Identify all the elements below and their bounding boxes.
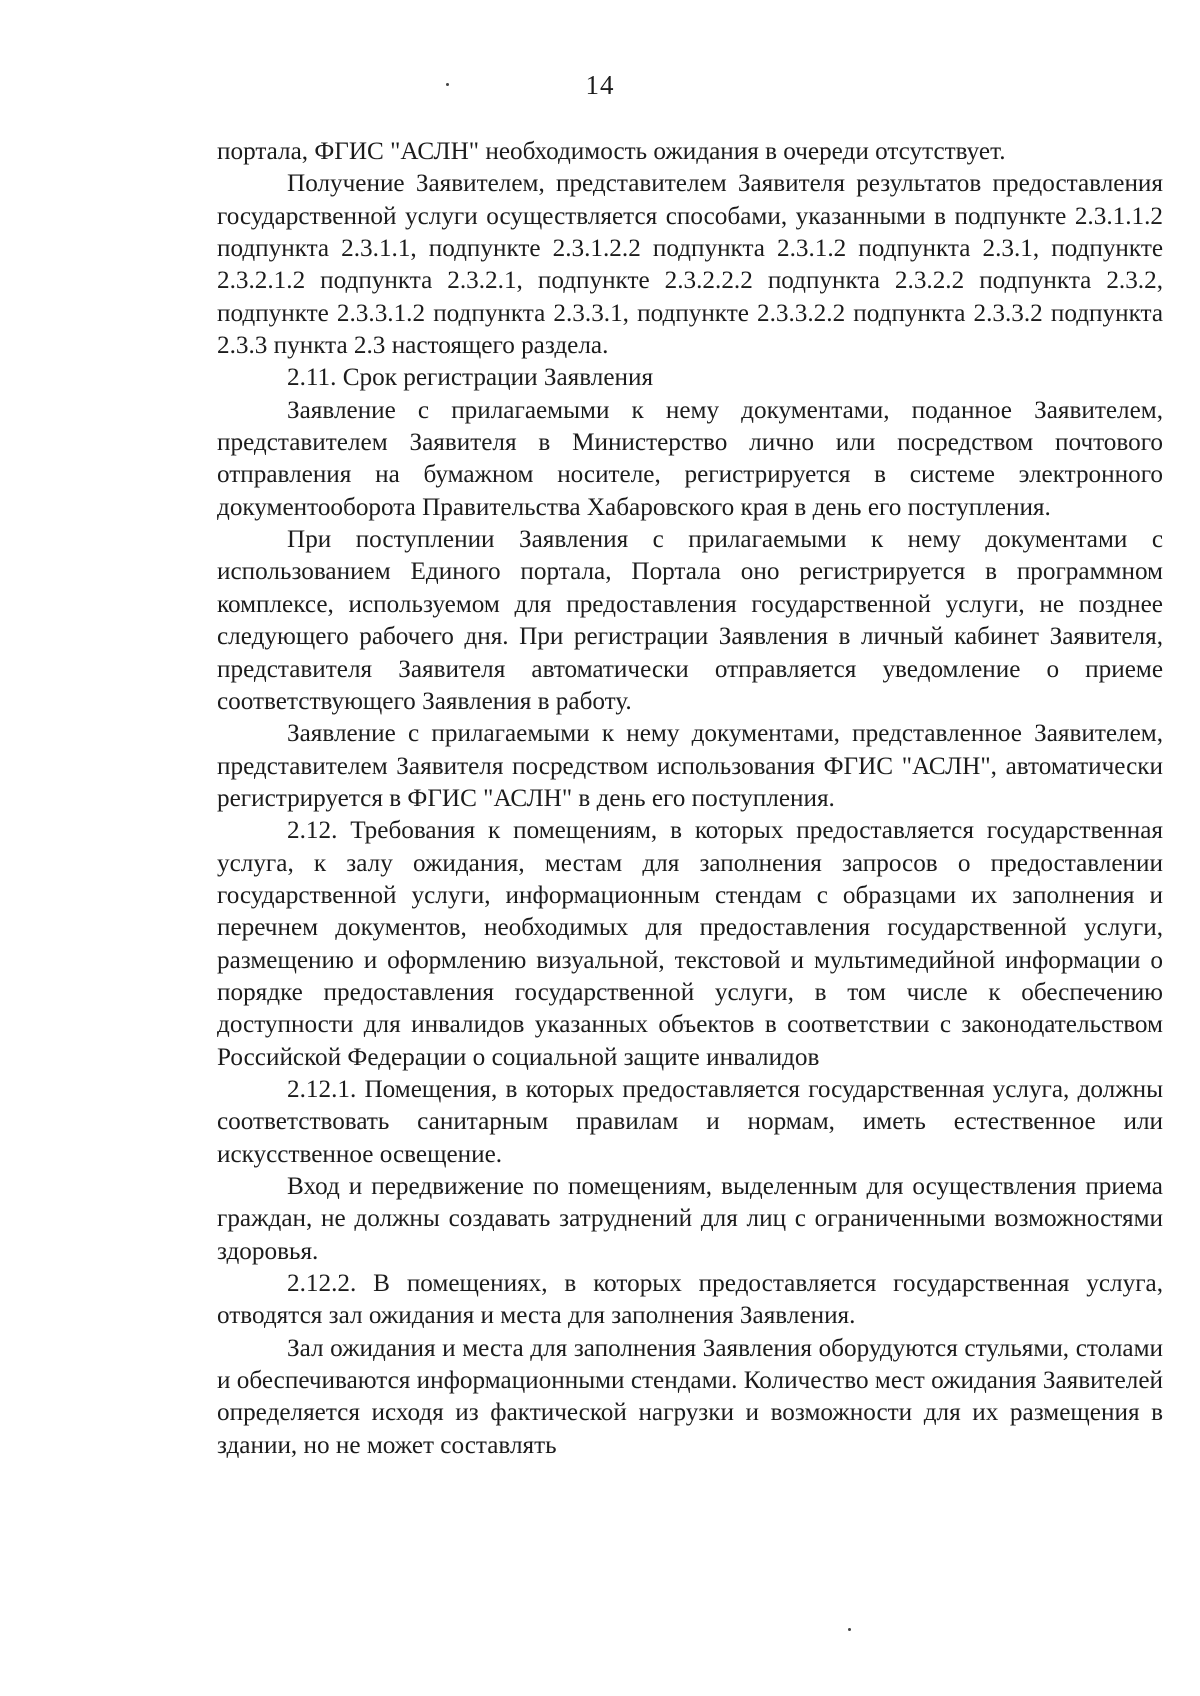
section-heading-2-11: 2.11. Срок регистрации Заявления <box>287 364 654 392</box>
paragraph-2-12-2: 2.12.2. В помещениях, в которых предоставляется государственная услуга, отводятся зал ожидания и места для заполнения Заявления. <box>217 1270 1163 1330</box>
paragraph-portal-registration: При поступлении Заявления с прилагаемыми к нему документами с использованием Единого портала, Портала оно регистрируется в программном комплексе, используемом для предоставления государственной услуги, не позднее следующего рабочего дня. При регистрации Заявления в личный кабинет Заявителя, представителя Заявителя автоматически отправляется уведомление о приеме соответствующего Заявления в работу. <box>217 526 1163 715</box>
paragraph-2-12-1: 2.12.1. Помещения, в которых предоставляется государственная услуга, должны соответствовать санитарным правилам и нормам, иметь естественное или искусственное освещение. <box>217 1075 1163 1168</box>
document-body <box>217 136 1163 1462</box>
paragraph-paper-registration: Заявление с прилагаемыми к нему документами, поданное Заявителем, представителем Заявителя в Министерство лично или посредством почтового отправления на бумажном носителе, регистрируется в системе электронного документооборота Правительства Хабаровского края в день его поступления. <box>217 396 1163 521</box>
page-number: 14 <box>585 70 615 100</box>
section-heading-2-12: 2.12. Требования к помещениям, в которых предоставляется государственная услуга, к залу ожидания, местам для заполнения запросов о предоставлении государственной услуги, информационным стендам с образцами их заполнения и перечнем документов, необходимых для предоставления государственной услуги, размещению и оформлению визуальной, текстовой и мультимедийной информации о порядке предоставления государственной услуги, в том числе к обеспечению доступности для инвалидов указанных объектов в соответствии с законодательством Российской Федерации о социальной защите инвалидов <box>217 817 1163 1071</box>
paragraph-entrance-access: Вход и передвижение по помещениям, выделенным для осуществления приема граждан, не должны создавать затруднений для лиц с ограниченными возможностями здоровья. <box>217 1173 1163 1265</box>
paragraph-waiting-hall: Зал ожидания и места для заполнения Заявления оборудуются стульями, столами и обеспечиваются информационными стендами. Количество мест ожидания Заявителей определяется исходя из фактической нагрузки и возможности для их размещения в здании, но не может составлять <box>217 1334 1163 1459</box>
paragraph-fgis-registration: Заявление с прилагаемыми к нему документами, представленное Заявителем, представителем Заявителя посредством использования ФГИС "АСЛН", автоматически регистрируется в ФГИС "АСЛН" в день его поступления. <box>217 720 1163 812</box>
paragraph-results-delivery: Получение Заявителем, представителем Заявителя результатов предоставления государственной услуги осуществляется способами, указанными в подпункте 2.3.1.1.2 подпункта 2.3.1.1, подпункте 2.3.1.2.2 подпункта 2.3.1.2 подпункта 2.3.1, подпункте 2.3.2.1.2 подпункта 2.3.2.1, подпункте 2.3.2.2.2 подпункта 2.3.2.2 подпункта 2.3.2, подпункте 2.3.3.1.2 подпункта 2.3.3.1, подпункте 2.3.3.2.2 подпункта 2.3.3.2 подпункта 2.3.3 пункта 2.3 настоящего раздела. <box>217 170 1163 360</box>
scan-speck <box>848 1628 851 1631</box>
paragraph-continuation: портала, ФГИС "АСЛН" необходимость ожидания в очереди отсутствует. <box>217 138 1006 165</box>
